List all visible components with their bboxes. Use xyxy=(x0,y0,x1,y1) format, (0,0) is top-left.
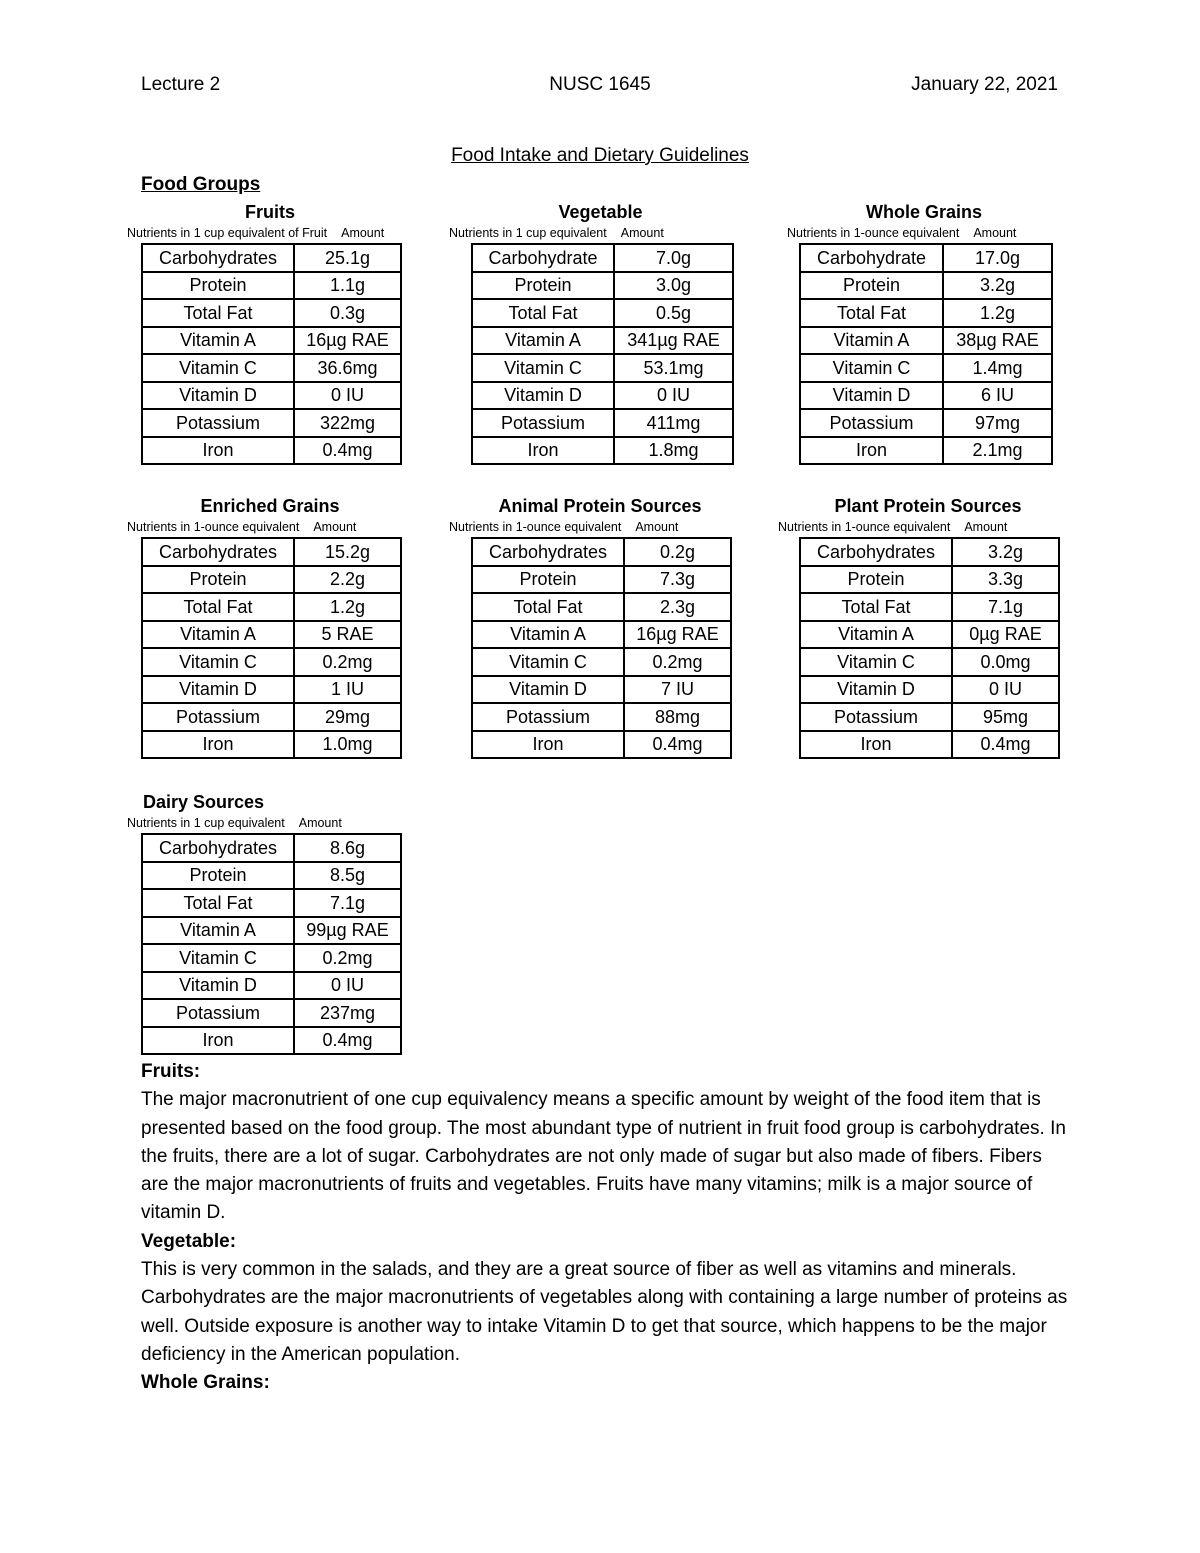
table-row xyxy=(472,272,733,300)
subtitle-text: Nutrients in 1-ounce equivalent xyxy=(127,520,300,534)
nutrient-amount: 3.0g xyxy=(614,272,733,300)
nutrient-name: Vitamin C xyxy=(142,354,294,382)
vegetable-title: Vegetable xyxy=(558,202,643,222)
nutrient-name: Protein xyxy=(472,272,614,300)
nutrient-amount: 6 IU xyxy=(943,382,1052,410)
table-row xyxy=(142,648,401,676)
vegetable-subtitle xyxy=(449,223,734,243)
animal-protein-sources-block xyxy=(449,495,732,759)
table-row xyxy=(472,409,733,437)
subtitle-text: Nutrients in 1-ounce equivalent xyxy=(449,520,622,534)
table-row xyxy=(800,437,1052,465)
subtitle-text: Nutrients in 1-ounce equivalent xyxy=(778,520,951,534)
nutrient-amount: 0 IU xyxy=(294,972,401,1000)
nutrient-amount: 97mg xyxy=(943,409,1052,437)
nutrient-amount: 0 IU xyxy=(952,676,1059,704)
nutrient-name: Protein xyxy=(142,566,294,594)
nutrient-name: Vitamin D xyxy=(142,972,294,1000)
table-row xyxy=(800,299,1052,327)
nutrient-name: Protein xyxy=(800,272,943,300)
nutrient-name: Vitamin C xyxy=(800,648,952,676)
dairy-sources-table xyxy=(141,833,402,1055)
nutrient-name: Vitamin D xyxy=(800,676,952,704)
nutrient-amount: 0 IU xyxy=(294,382,401,410)
header-right: January 22, 2021 xyxy=(911,74,1058,95)
table-row xyxy=(142,272,401,300)
table-row xyxy=(142,703,401,731)
nutrient-name: Potassium xyxy=(472,409,614,437)
nutrient-name: Iron xyxy=(142,437,294,465)
nutrient-name: Potassium xyxy=(800,703,952,731)
nutrient-amount: 1.1g xyxy=(294,272,401,300)
table-row xyxy=(800,621,1059,649)
nutrient-name: Carbohydrates xyxy=(472,538,624,566)
nutrient-name: Iron xyxy=(142,731,294,759)
nutrient-name: Vitamin D xyxy=(800,382,943,410)
nutrient-amount: 1 IU xyxy=(294,676,401,704)
nutrient-name: Vitamin A xyxy=(142,917,294,945)
nutrient-amount: 1.2g xyxy=(294,593,401,621)
vegetable-heading: Vegetable: xyxy=(141,1230,237,1252)
whole-grains-block xyxy=(787,201,1053,465)
table-row xyxy=(142,944,401,972)
nutrient-amount: 29mg xyxy=(294,703,401,731)
table-row xyxy=(472,382,733,410)
table-row xyxy=(142,889,401,917)
nutrient-amount: 8.6g xyxy=(294,834,401,862)
fruits-block xyxy=(127,201,402,465)
nutrient-name: Vitamin C xyxy=(142,648,294,676)
table-row xyxy=(472,731,731,759)
nutrient-amount: 3.3g xyxy=(952,566,1059,594)
amount-header: Amount xyxy=(313,520,357,534)
nutrient-amount: 1.0mg xyxy=(294,731,401,759)
subtitle-text: Nutrients in 1 cup equivalent of Fruit xyxy=(127,226,328,240)
enriched-grains-title: Enriched Grains xyxy=(200,496,340,516)
nutrient-amount: 7.0g xyxy=(614,244,733,272)
nutrient-name: Potassium xyxy=(142,409,294,437)
subtitle-text: Nutrients in 1 cup equivalent xyxy=(449,226,607,240)
nutrient-amount: 341µg RAE xyxy=(614,327,733,355)
enriched-grains-table xyxy=(141,537,402,759)
nutrient-amount: 0.4mg xyxy=(294,437,401,465)
nutrient-name: Total Fat xyxy=(800,299,943,327)
table-row xyxy=(142,621,401,649)
nutrient-amount: 0.3g xyxy=(294,299,401,327)
nutrient-amount: 3.2g xyxy=(943,272,1052,300)
nutrient-name: Iron xyxy=(142,1027,294,1055)
table-row xyxy=(142,437,401,465)
page-title: Food Intake and Dietary Guidelines xyxy=(451,145,749,166)
plant-protein-sources-table xyxy=(799,537,1060,759)
nutrient-amount: 7.3g xyxy=(624,566,731,594)
table-row xyxy=(472,703,731,731)
fruits-heading: Fruits: xyxy=(141,1061,201,1082)
table-row xyxy=(142,299,401,327)
nutrient-amount: 99µg RAE xyxy=(294,917,401,945)
nutrient-amount: 5 RAE xyxy=(294,621,401,649)
nutrient-amount: 0µg RAE xyxy=(952,621,1059,649)
table-row xyxy=(142,999,401,1027)
nutrient-amount: 0.2mg xyxy=(294,648,401,676)
vegetable-paragraph: This is very common in the salads, and they are a great source of fiber as well as vitamins and minerals. Carbohydrates are the major macronutrients of vegetables along with containing a large number of proteins as well. Outside exposure is another way to intake Vitamin D to get that source, which happens to be the major deficiency in the American population. xyxy=(141,1259,1068,1365)
nutrient-name: Vitamin D xyxy=(142,382,294,410)
whole-grains-title: Whole Grains xyxy=(865,202,982,222)
nutrient-amount: 16µg RAE xyxy=(294,327,401,355)
nutrient-name: Vitamin A xyxy=(472,621,624,649)
nutrient-amount: 0.4mg xyxy=(952,731,1059,759)
table-row xyxy=(142,834,401,862)
table-row xyxy=(800,648,1059,676)
table-row xyxy=(472,538,731,566)
table-row xyxy=(142,676,401,704)
nutrient-name: Carbohydrates xyxy=(800,538,952,566)
table-row xyxy=(800,731,1059,759)
table-row xyxy=(472,648,731,676)
nutrient-name: Protein xyxy=(142,272,294,300)
table-row xyxy=(800,703,1059,731)
table-row xyxy=(142,1027,401,1055)
plant-protein-sources-subtitle xyxy=(778,517,1060,537)
table-row xyxy=(800,382,1052,410)
table-row xyxy=(472,299,733,327)
animal-protein-sources-subtitle xyxy=(449,517,732,537)
nutrient-name: Vitamin A xyxy=(142,621,294,649)
table-row xyxy=(142,538,401,566)
subtitle-text: Nutrients in 1-ounce equivalent xyxy=(787,226,960,240)
nutrient-name: Total Fat xyxy=(142,299,294,327)
table-row xyxy=(142,972,401,1000)
nutrient-name: Potassium xyxy=(142,999,294,1027)
vegetable-block xyxy=(449,201,734,465)
table-row xyxy=(142,409,401,437)
table-row xyxy=(800,538,1059,566)
table-row xyxy=(800,272,1052,300)
nutrient-name: Vitamin A xyxy=(142,327,294,355)
nutrient-amount: 1.2g xyxy=(943,299,1052,327)
nutrient-name: Total Fat xyxy=(472,299,614,327)
fruits-subtitle xyxy=(127,223,402,243)
nutrient-amount: 25.1g xyxy=(294,244,401,272)
amount-header: Amount xyxy=(298,816,342,830)
nutrient-amount: 0.4mg xyxy=(294,1027,401,1055)
table-row xyxy=(472,676,731,704)
nutrient-amount: 38µg RAE xyxy=(943,327,1052,355)
table-row xyxy=(472,566,731,594)
nutrient-name: Iron xyxy=(800,437,943,465)
nutrient-amount: 1.8mg xyxy=(614,437,733,465)
nutrient-amount: 53.1mg xyxy=(614,354,733,382)
table-row xyxy=(142,244,401,272)
nutrient-name: Vitamin A xyxy=(472,327,614,355)
nutrient-name: Protein xyxy=(800,566,952,594)
nutrient-name: Carbohydrates xyxy=(142,834,294,862)
table-row xyxy=(800,244,1052,272)
table-row xyxy=(142,731,401,759)
subtitle-text: Nutrients in 1 cup equivalent xyxy=(127,816,285,830)
table-row xyxy=(142,593,401,621)
nutrient-amount: 16µg RAE xyxy=(624,621,731,649)
nutrient-name: Carbohydrates xyxy=(142,244,294,272)
table-row xyxy=(800,409,1052,437)
table-row xyxy=(800,566,1059,594)
nutrient-name: Protein xyxy=(142,862,294,890)
nutrient-name: Vitamin D xyxy=(142,676,294,704)
nutrient-name: Potassium xyxy=(142,703,294,731)
nutrient-amount: 0.5g xyxy=(614,299,733,327)
animal-protein-sources-table xyxy=(471,537,732,759)
nutrient-amount: 7.1g xyxy=(952,593,1059,621)
section-heading: Food Groups xyxy=(141,174,261,195)
table-row xyxy=(800,354,1052,382)
nutrient-name: Potassium xyxy=(472,703,624,731)
nutrient-amount: 2.3g xyxy=(624,593,731,621)
nutrient-name: Vitamin C xyxy=(142,944,294,972)
dairy-sources-subtitle xyxy=(127,813,402,833)
nutrient-name: Vitamin C xyxy=(800,354,943,382)
nutrient-amount: 7 IU xyxy=(624,676,731,704)
nutrient-amount: 0 IU xyxy=(614,382,733,410)
table-row xyxy=(472,437,733,465)
table-row xyxy=(800,593,1059,621)
nutrient-amount: 15.2g xyxy=(294,538,401,566)
nutrient-name: Carbohydrate xyxy=(472,244,614,272)
amount-header: Amount xyxy=(964,520,1008,534)
table-row xyxy=(472,593,731,621)
nutrient-amount: 322mg xyxy=(294,409,401,437)
table-row xyxy=(472,354,733,382)
nutrient-amount: 237mg xyxy=(294,999,401,1027)
nutrient-name: Carbohydrate xyxy=(800,244,943,272)
nutrient-name: Potassium xyxy=(800,409,943,437)
dairy-sources-block xyxy=(127,791,402,1055)
whole-grains-subtitle xyxy=(787,223,1053,243)
nutrient-amount: 2.1mg xyxy=(943,437,1052,465)
amount-header: Amount xyxy=(341,226,385,240)
amount-header: Amount xyxy=(620,226,664,240)
nutrient-amount: 88mg xyxy=(624,703,731,731)
nutrient-amount: 2.2g xyxy=(294,566,401,594)
nutrient-name: Iron xyxy=(472,731,624,759)
nutrient-amount: 0.2mg xyxy=(294,944,401,972)
nutrient-amount: 3.2g xyxy=(952,538,1059,566)
nutrient-amount: 7.1g xyxy=(294,889,401,917)
table-row xyxy=(142,382,401,410)
nutrient-amount: 0.0mg xyxy=(952,648,1059,676)
fruits-title: Fruits xyxy=(244,202,295,222)
nutrient-name: Total Fat xyxy=(472,593,624,621)
nutrient-name: Iron xyxy=(472,437,614,465)
table-row xyxy=(142,354,401,382)
nutrient-name: Total Fat xyxy=(800,593,952,621)
dairy-sources-title: Dairy Sources xyxy=(143,792,265,812)
whole-grains-table xyxy=(799,243,1053,465)
nutrient-name: Vitamin D xyxy=(472,676,624,704)
nutrient-name: Iron xyxy=(800,731,952,759)
nutrient-name: Vitamin A xyxy=(800,621,952,649)
table-row xyxy=(472,621,731,649)
fruits-paragraph: The major macronutrient of one cup equivalency means a specific amount by weight of the food item that is presented based on the food group. The most abundant type of nutrient in fruit food group is carbohydrates. In the fruits, there are a lot of sugar. Carbohydrates are not only made of sugar but also made of fibers. Fibers are the major macronutrients of fruits and vegetables. Fruits have many vitamins; milk is a major source of vitamin D. xyxy=(141,1089,1066,1224)
plant-protein-sources-block xyxy=(778,495,1060,759)
nutrient-amount: 0.4mg xyxy=(624,731,731,759)
animal-protein-sources-title: Animal Protein Sources xyxy=(498,496,702,516)
amount-header: Amount xyxy=(973,226,1017,240)
table-row xyxy=(142,327,401,355)
nutrient-amount: 8.5g xyxy=(294,862,401,890)
header-left: Lecture 2 xyxy=(141,74,221,95)
enriched-grains-subtitle xyxy=(127,517,402,537)
table-row xyxy=(472,327,733,355)
nutrient-amount: 17.0g xyxy=(943,244,1052,272)
nutrient-amount: 0.2g xyxy=(624,538,731,566)
body-text xyxy=(141,1058,1071,1398)
whole-grains-heading: Whole Grains: xyxy=(141,1372,270,1394)
nutrient-name: Total Fat xyxy=(142,593,294,621)
plant-protein-sources-title: Plant Protein Sources xyxy=(834,496,1022,516)
vegetable-table xyxy=(471,243,734,465)
enriched-grains-block xyxy=(127,495,402,759)
nutrient-amount: 1.4mg xyxy=(943,354,1052,382)
table-row xyxy=(472,244,733,272)
amount-header: Amount xyxy=(635,520,679,534)
nutrient-amount: 411mg xyxy=(614,409,733,437)
table-row xyxy=(142,862,401,890)
nutrient-amount: 36.6mg xyxy=(294,354,401,382)
table-row xyxy=(142,566,401,594)
nutrient-name: Vitamin A xyxy=(800,327,943,355)
nutrient-name: Vitamin C xyxy=(472,354,614,382)
nutrient-name: Vitamin D xyxy=(472,382,614,410)
nutrient-name: Total Fat xyxy=(142,889,294,917)
header-center: NUSC 1645 xyxy=(549,74,651,95)
table-row xyxy=(800,676,1059,704)
nutrient-name: Protein xyxy=(472,566,624,594)
nutrient-amount: 95mg xyxy=(952,703,1059,731)
table-row xyxy=(800,327,1052,355)
nutrient-name: Carbohydrates xyxy=(142,538,294,566)
fruits-table xyxy=(141,243,402,465)
nutrient-amount: 0.2mg xyxy=(624,648,731,676)
nutrient-name: Vitamin C xyxy=(472,648,624,676)
table-row xyxy=(142,917,401,945)
